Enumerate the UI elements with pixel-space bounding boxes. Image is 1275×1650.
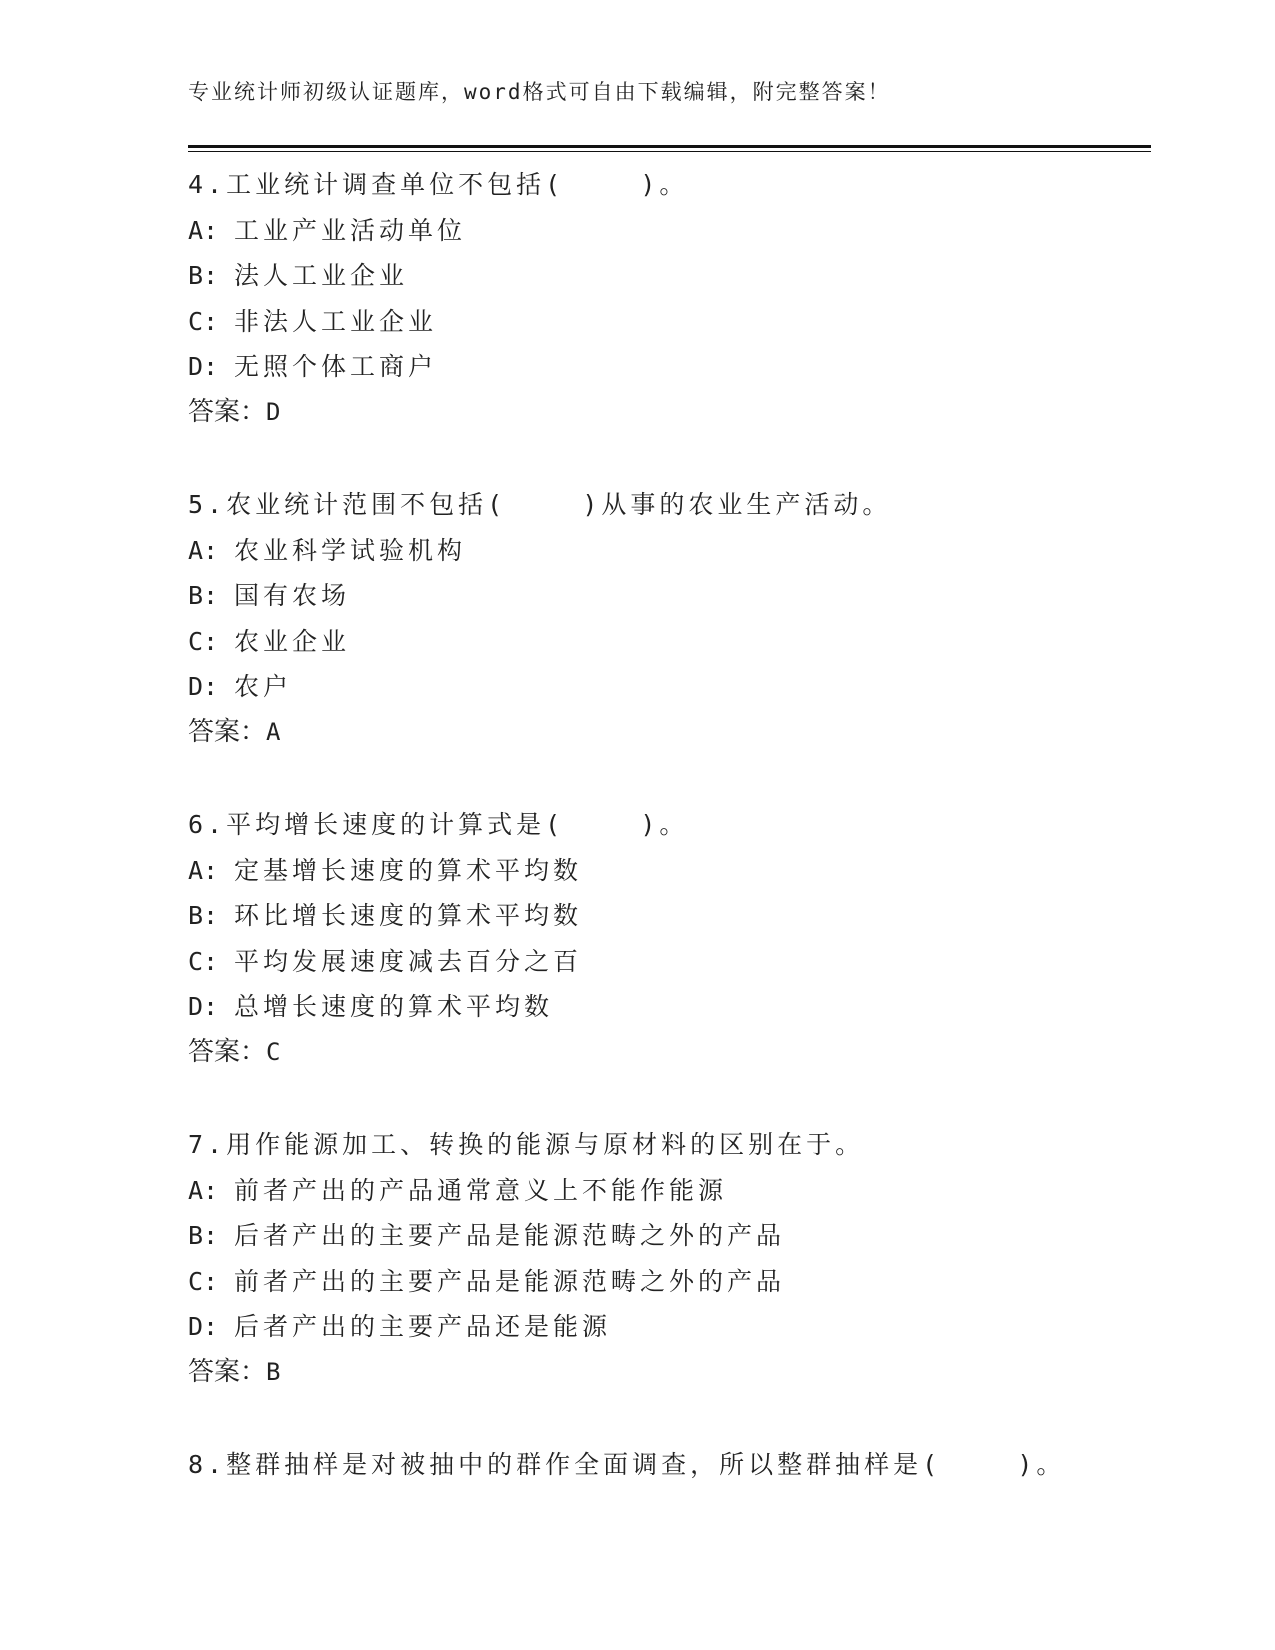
option-key: D:	[188, 672, 219, 701]
question-text: 4.工业统计调查单位不包括( )。	[188, 170, 689, 199]
option-c	[188, 619, 1148, 665]
option-key: C:	[188, 306, 219, 336]
question-text: 5.农业统计范围不包括( )从事的农业生产活动。	[188, 490, 892, 519]
option-key: A:	[188, 1175, 219, 1205]
answer-value: A	[266, 717, 281, 746]
option-key: D:	[188, 352, 219, 381]
option-text: 国有农场	[234, 581, 351, 610]
question-4	[188, 162, 1148, 435]
option-c	[188, 1259, 1148, 1305]
option-text: 农户	[234, 672, 293, 701]
option-text: 前者产出的主要产品是能源范畴之外的产品	[234, 1266, 786, 1296]
question-text: 7.用作能源加工、转换的能源与原材料的区别在于。	[188, 1130, 865, 1159]
option-key: B:	[188, 1221, 219, 1250]
answer	[188, 390, 1148, 436]
question-text: 6.平均增长速度的计算式是( )。	[188, 810, 689, 839]
header-rule-thick	[188, 145, 1151, 148]
option-c	[188, 299, 1148, 345]
answer	[188, 1030, 1148, 1076]
answer-label: 答案：	[188, 1036, 267, 1067]
option-text: 后者产出的主要产品还是能源	[234, 1312, 612, 1341]
option-b	[188, 573, 1148, 619]
answer	[188, 710, 1148, 756]
answer-label: 答案：	[188, 716, 267, 747]
option-a	[188, 848, 1148, 894]
option-d	[188, 984, 1148, 1030]
option-text: 环比增长速度的算术平均数	[234, 901, 583, 930]
option-b	[188, 893, 1148, 939]
option-key: D:	[188, 1312, 219, 1341]
answer	[188, 1350, 1148, 1396]
option-d	[188, 664, 1148, 710]
question-8	[188, 1442, 1148, 1488]
question-6	[188, 802, 1148, 1075]
option-text: 法人工业企业	[234, 261, 409, 290]
answer-value: B	[266, 1357, 281, 1386]
option-text: 无照个体工商户	[234, 352, 438, 381]
option-d	[188, 344, 1148, 390]
option-b	[188, 253, 1148, 299]
option-b	[188, 1213, 1148, 1259]
answer-value: D	[266, 397, 281, 426]
option-key: A:	[188, 855, 219, 885]
option-key: B:	[188, 581, 219, 610]
option-text: 总增长速度的算术平均数	[234, 992, 554, 1021]
option-a	[188, 1168, 1148, 1214]
answer-value: C	[266, 1037, 281, 1066]
option-text: 工业产业活动单位	[234, 215, 467, 245]
page-header: 专业统计师初级认证题库，word格式可自由下载编辑，附完整答案！	[188, 80, 891, 104]
option-key: D:	[188, 992, 219, 1021]
question-list	[188, 162, 1148, 1535]
question-7	[188, 1122, 1148, 1395]
option-text: 非法人工业企业	[234, 306, 438, 336]
header-rule-thin	[188, 151, 1151, 152]
option-d	[188, 1304, 1148, 1350]
option-text: 平均发展速度减去百分之百	[234, 946, 583, 976]
answer-label: 答案：	[188, 1356, 267, 1387]
answer-label: 答案：	[188, 396, 267, 427]
option-key: A:	[188, 215, 219, 245]
option-key: B:	[188, 261, 219, 290]
option-text: 农业企业	[234, 626, 351, 656]
option-key: C:	[188, 946, 219, 976]
option-key: C:	[188, 626, 219, 656]
option-text: 后者产出的主要产品是能源范畴之外的产品	[234, 1221, 786, 1250]
option-text: 农业科学试验机构	[234, 535, 467, 565]
option-key: C:	[188, 1266, 219, 1296]
option-c	[188, 939, 1148, 985]
option-key: A:	[188, 535, 219, 565]
question-5	[188, 482, 1148, 755]
question-text: 8.整群抽样是对被抽中的群作全面调查，所以整群抽样是( )。	[188, 1450, 1066, 1479]
option-a	[188, 208, 1148, 254]
option-text: 前者产出的产品通常意义上不能作能源	[234, 1175, 728, 1205]
option-text: 定基增长速度的算术平均数	[234, 855, 583, 885]
option-key: B:	[188, 901, 219, 930]
option-a	[188, 528, 1148, 574]
